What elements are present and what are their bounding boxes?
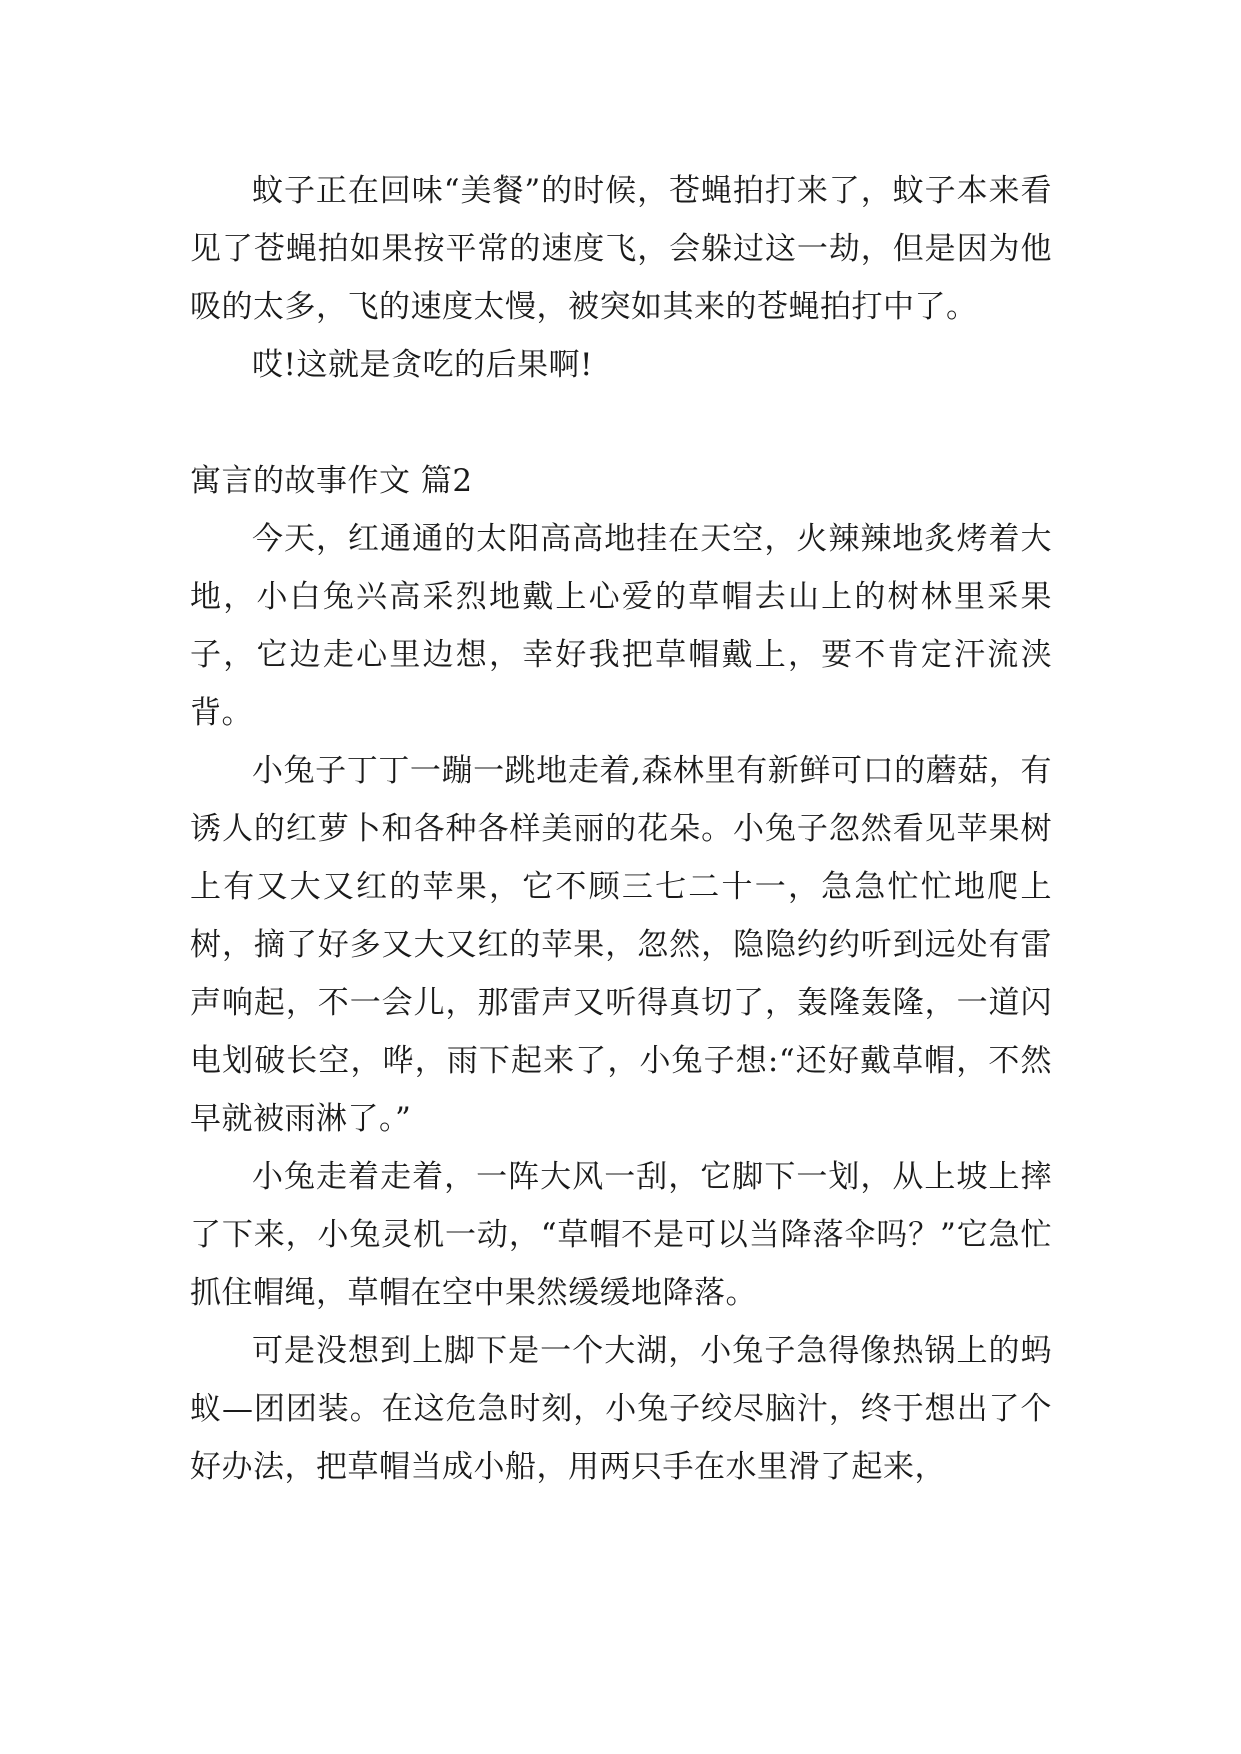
paragraph: 小兔走着走着，一阵大风一刮，它脚下一划，从上坡上摔了下来，小兔灵机一动，“草帽不是可以当降落伞吗？”它急忙抓住帽绳，草帽在空中果然缓缓地降落。: [190, 1159, 1052, 1311]
paragraph: 哎!这就是贪吃的后果啊!: [252, 347, 593, 383]
paragraph: 小兔子丁丁一蹦一跳地走着,森林里有新鲜可口的蘑菇，有诱人的红萝卜和各种各样美丽的花朵。小兔子忽然看见苹果树上有又大又红的苹果，它不顾三七二十一，急急忙忙地爬上树，摘了好多又大又红的苹果，忽然，隐隐约约听到远处有雷声响起，不一会儿，那雷声又听得真切了，轰隆轰隆，一道闪电划破长空，哗，雨下起来了，小兔子想:“还好戴草帽，不然早就被雨淋了。”: [190, 753, 1052, 1137]
document-body: [190, 162, 1052, 1496]
section-heading: 寓言的故事作文 篇2: [190, 463, 473, 499]
paragraph: 可是没想到上脚下是一个大湖，小兔子急得像热锅上的蚂蚁—团团装。在这危急时刻，小兔子绞尽脑汁，终于想出了个好办法，把草帽当成小船，用两只手在水里滑了起来，: [190, 1333, 1052, 1485]
paragraph: 蚊子正在回味“美餐”的时候，苍蝇拍打来了，蚊子本来看见了苍蝇拍如果按平常的速度飞，会躲过这一劫，但是因为他吸的太多，飞的速度太慢，被突如其来的苍蝇拍打中了。: [190, 173, 1052, 325]
paragraph: 今天，红通通的太阳高高地挂在天空，火辣辣地炙烤着大地，小白兔兴高采烈地戴上心爱的草帽去山上的树林里采果子，它边走心里边想，幸好我把草帽戴上，要不肯定汗流浃背。: [190, 521, 1052, 731]
